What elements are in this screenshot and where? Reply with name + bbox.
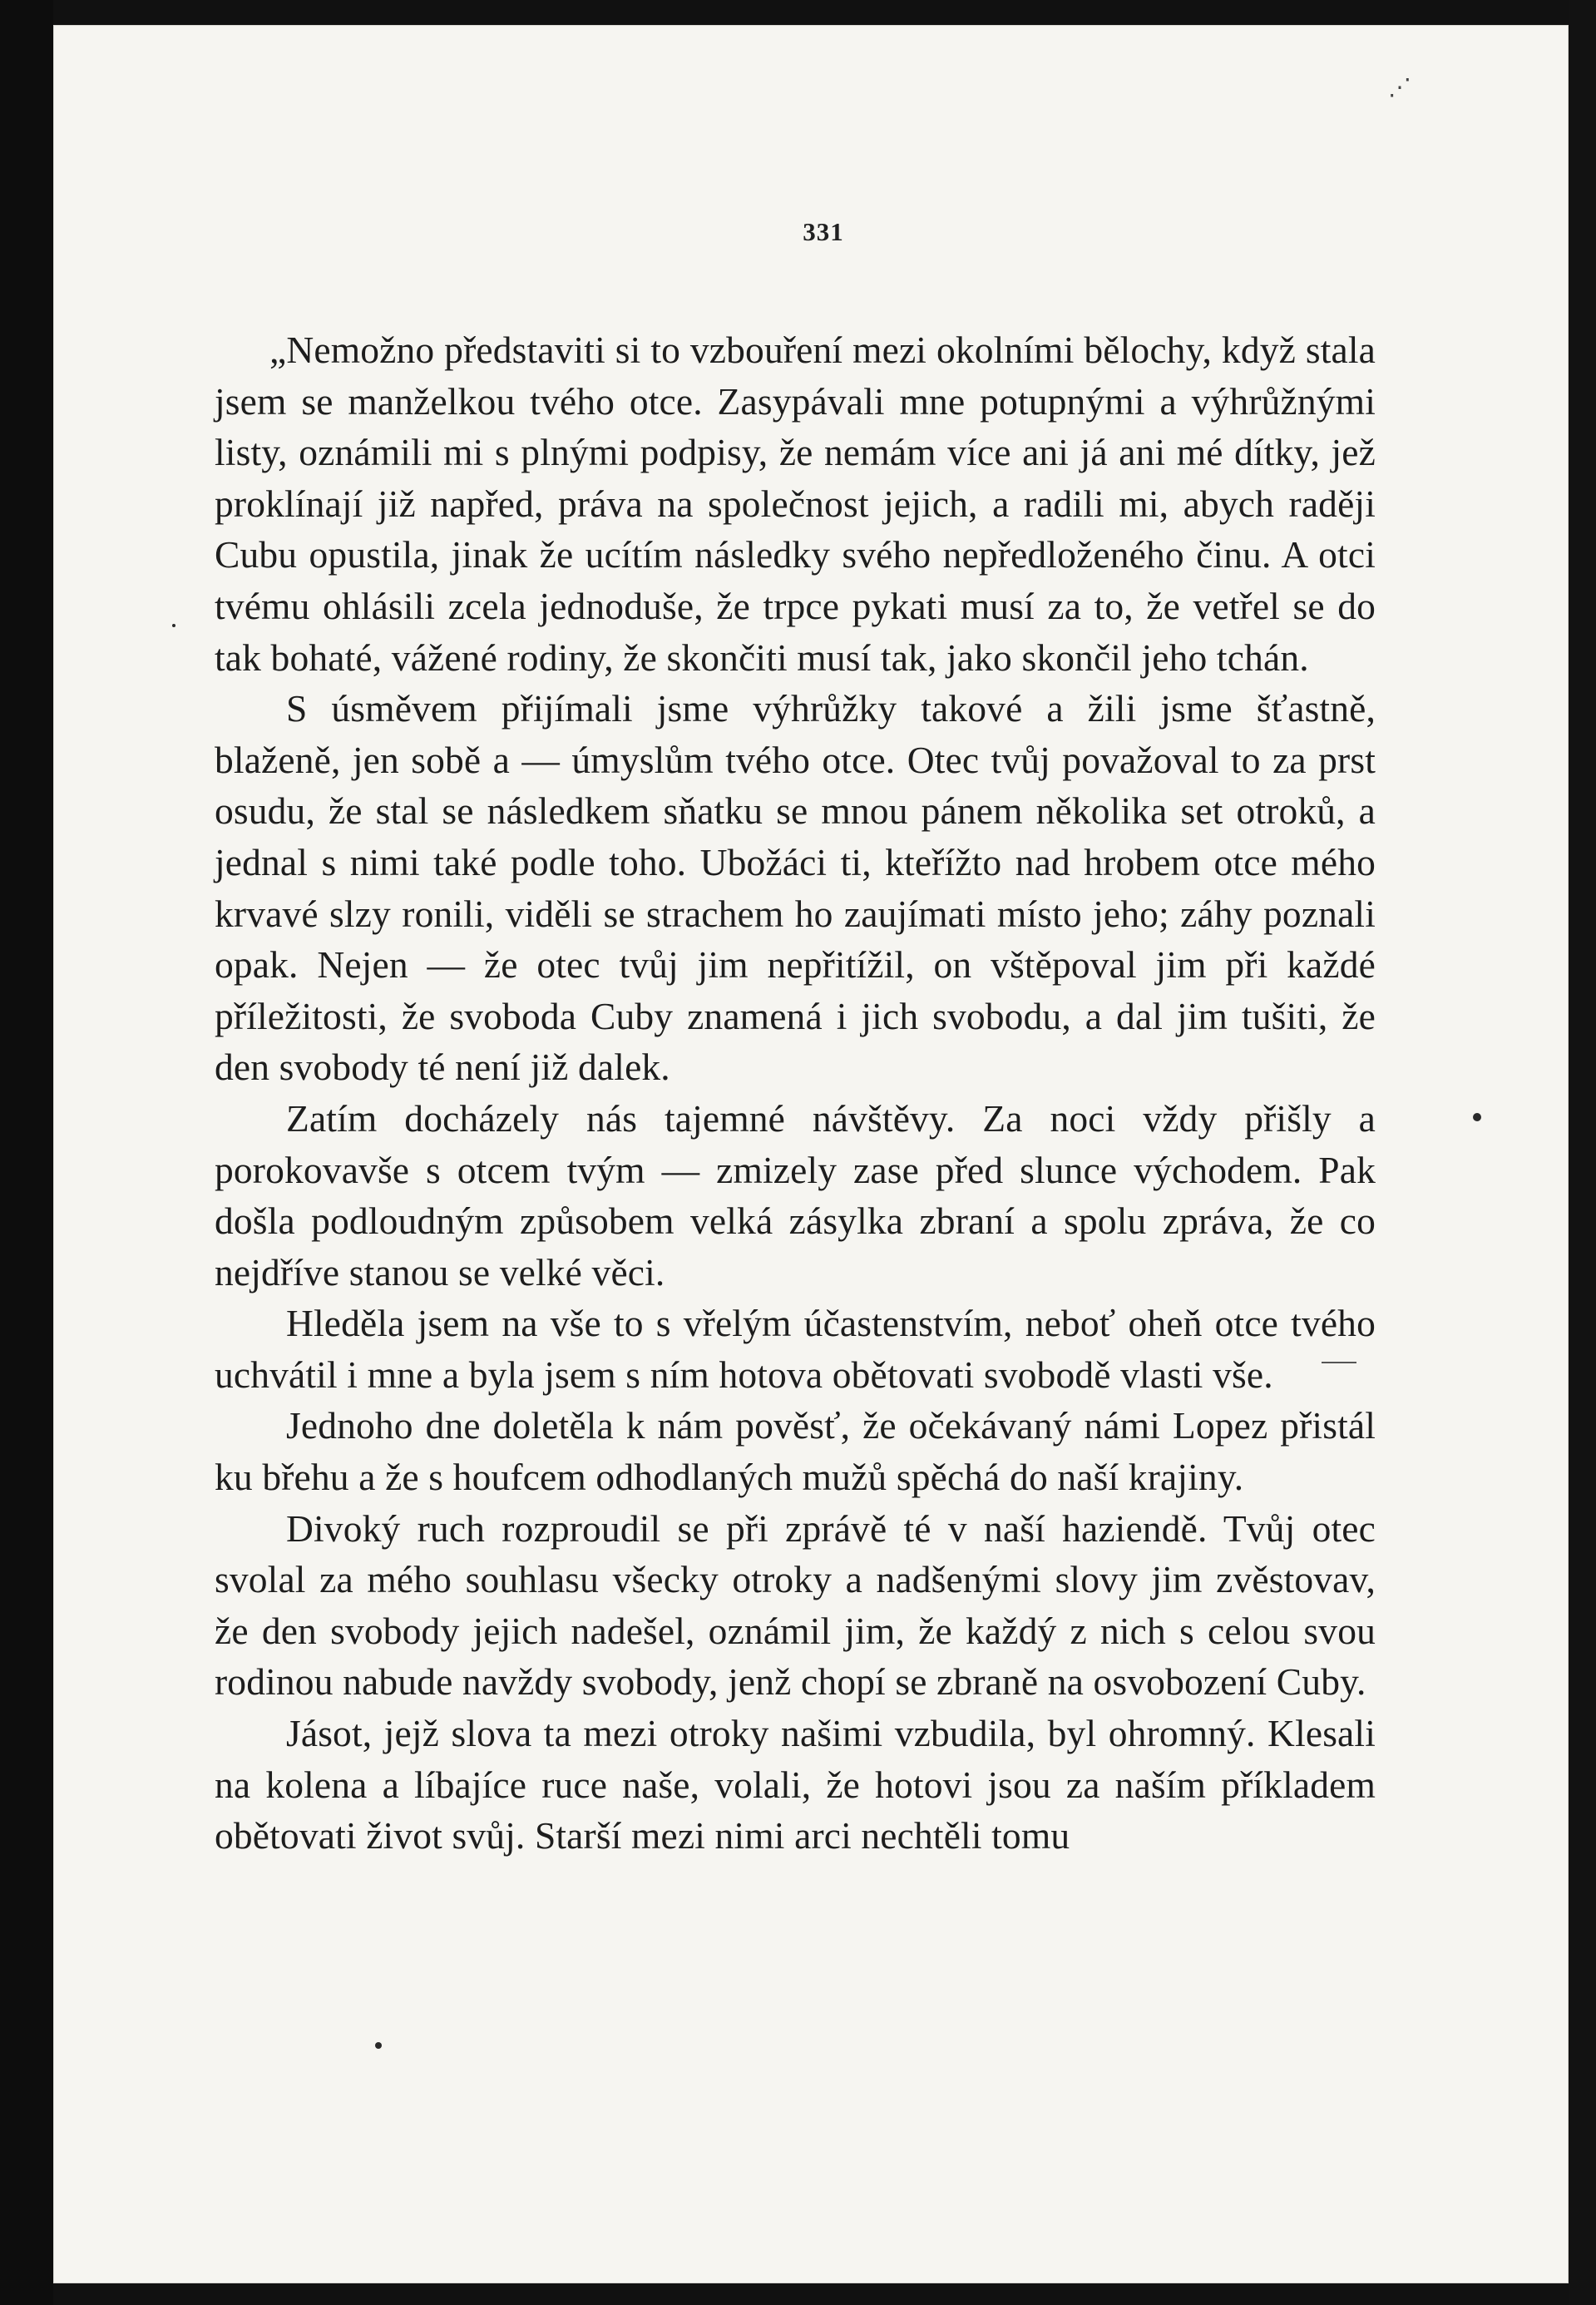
margin-mark	[1322, 1362, 1356, 1363]
paragraph: Jásot, jejž slova ta mezi otroky našimi vzbudila, byl ohromný. Klesali na kolena a líbajíce ruce naše, volali, že hotovi jsou za naším příkladem obětovati život svůj. Starší mezi nimi arci nechtěli tomu	[215, 1712, 1376, 1857]
page-number: 331	[803, 217, 844, 246]
print-speck	[375, 2042, 382, 2049]
book-right-edge	[1569, 0, 1596, 2305]
page-text	[215, 324, 1376, 1862]
book-left-edge	[0, 0, 53, 2305]
paragraph: Jednoho dne doletěla k nám pověsť, že očekávaný námi Lopez přistál ku břehu a že s houfcem odhodlaných mužů spěchá do naší krajiny.	[215, 1404, 1376, 1499]
paragraph: Hleděla jsem na vše to s vřelým účastenstvím, neboť oheň otce tvého uchvátil i mne a byla jsem s ním hotova obětovati svobodě vlasti vše.	[215, 1302, 1376, 1396]
paragraph: Zatím docházely nás tajemné návštěvy. Za noci vždy přišly a porokovavše s otcem tvým — zmizely zase před slunce východem. Pak došla podloudným způsobem velká zásylka zbraní a spolu zpráva, že co nejdříve stanou se velké věci.	[215, 1096, 1376, 1293]
paragraph: „Nemožno představiti si to vzbouření mezi okolními bělochy, když stala jsem se manželkou tvého otce. Zasypávali mne potupnými a výhrůžnými listy, oznámili mi s plnými podpisy, že nemám více ani já ani mé dítky, jež proklínají již napřed, práva na společnost jejich, a radili mi, abych raději Cubu opustila, jinak že ucítím následky svého nepředloženého činu. A otci tvému ohlásili zcela jednoduše, že trpce pykati musí za to, že vetřel se do tak bohaté, vážené rodiny, že skončiti musí tak, jako skončil jeho tchán.	[215, 329, 1376, 679]
paragraph: S úsměvem přijímali jsme výhrůžky takové a žili jsme šťastně, blaženě, jen sobě a — úmyslům tvého otce. Otec tvůj považoval to za prst osudu, že stal se následkem sňatku se mnou pánem několika set otroků, a jednal s nimi také podle toho. Ubožáci ti, kteřížto nad hrobem otce mého krvavé slzy ronili, viděli se strachem ho zaujímati místo jeho; záhy poznali opak. Nejen — že otec tvůj jim nepřitížil, on vštěpoval jim při každé příležitosti, že svoboda Cuby znamená i jich svobodu, a dal jim tušiti, že den svobody té není již dalek.	[215, 687, 1376, 1089]
print-speck	[1473, 1113, 1481, 1121]
book-page	[53, 25, 1569, 2283]
paragraph: Divoký ruch rozproudil se při zprávě té v naší haziendě. Tvůj otec svolal za mého souhlasu všecky otroky a nadšenými slovy jim zvěstovav, že den svobody jejich nadešel, oznámil jim, že každý z nich s celou svou rodinou nabude navždy svobody, jenž chopí se zbraně na osvobození Cuby.	[215, 1506, 1376, 1704]
print-speck	[172, 624, 175, 627]
corner-mark: ⋰	[1388, 75, 1411, 101]
